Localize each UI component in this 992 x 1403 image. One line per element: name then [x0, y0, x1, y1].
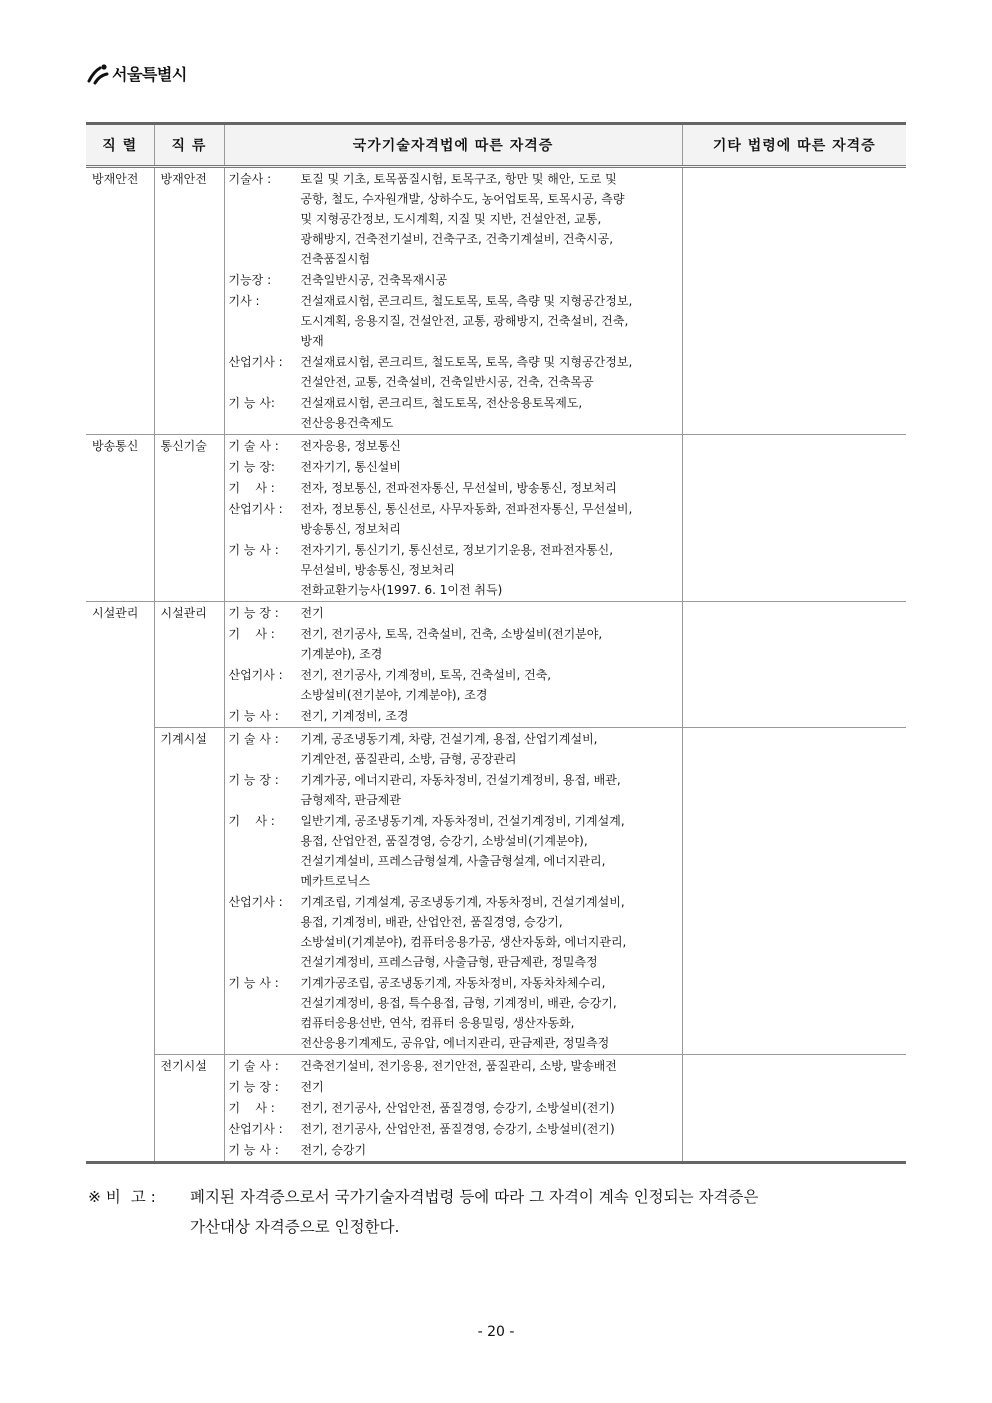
cert-list	[301, 352, 678, 392]
cert-line: 금형제작, 판금제관	[300, 793, 401, 807]
cert-line: 전기, 전기공사, 산업안전, 품질경영, 승강기, 소방설비(전기)	[300, 1101, 615, 1115]
national-cert-cell	[224, 602, 682, 728]
cert-line: 전기, 전기공사, 토목, 건축설비, 건축, 소방설비(전기분야,	[300, 627, 603, 641]
cert-entry	[229, 1140, 678, 1160]
cert-grade-label: 기능장 :	[228, 273, 272, 287]
cert-list	[301, 973, 678, 1053]
cert-entry	[229, 770, 678, 810]
cert-entry	[229, 706, 678, 726]
cert-line: 건설안전, 교통, 건축설비, 건축일반시공, 건축, 건축목공	[300, 375, 594, 389]
cert-line: 건축일반시공, 건축목재시공	[300, 273, 448, 287]
cert-line: 전산응용기계제도, 공유압, 에너지관리, 판금제관, 정밀측정	[300, 1036, 610, 1050]
cert-list	[301, 540, 678, 600]
cert-list	[301, 1098, 678, 1118]
national-cert-cell	[224, 728, 682, 1055]
cert-grade-label: 기사 :	[228, 294, 260, 308]
cert-list	[301, 291, 678, 351]
cert-entry	[229, 270, 678, 290]
cert-grade-label: 산업기사 :	[228, 668, 283, 682]
cert-entry	[229, 603, 678, 623]
cert-entry	[229, 478, 678, 498]
cert-line: 전자, 정보통신, 전파전자통신, 무선설비, 방송통신, 정보처리	[300, 481, 617, 495]
cert-line: 건설재료시험, 콘크리트, 철도토목, 전산응용토목제도,	[300, 396, 583, 410]
rank-cell: 방재안전	[86, 167, 154, 435]
national-cert-cell	[224, 1055, 682, 1163]
other-cert-cell	[682, 728, 906, 1055]
cert-line: 전화교환기능사(1997. 6. 1이전 취득)	[300, 583, 503, 597]
cert-entry	[229, 665, 678, 705]
cert-list	[301, 624, 678, 664]
cert-list	[301, 729, 678, 769]
cert-entry	[229, 624, 678, 664]
cert-line: 광해방지, 건축전기설비, 건축구조, 건축기계설비, 건축시공,	[300, 232, 614, 246]
national-cert-cell	[224, 435, 682, 602]
cert-grade-label: 기 사 :	[228, 627, 275, 641]
org-name: 서울특별시	[112, 65, 187, 84]
cert-line: 소방설비(전기분야, 기계분야), 조경	[300, 688, 488, 702]
cert-grade-label: 기술사 :	[228, 172, 272, 186]
cert-grade-label: 기 능 사:	[228, 396, 275, 410]
cert-list	[301, 169, 678, 269]
cert-grade-label: 기 능 장:	[228, 460, 275, 474]
cert-grade-label: 기 사 :	[228, 1101, 275, 1115]
cert-entry	[229, 1119, 678, 1139]
seoul-logo-icon	[86, 63, 110, 85]
cert-list	[301, 270, 678, 290]
cert-entry	[229, 1077, 678, 1097]
cert-line: 건설기계정비, 용접, 특수용접, 금형, 기계정비, 배관, 승강기,	[300, 996, 617, 1010]
cert-line: 건설기계정비, 프레스금형, 사출금형, 판금제관, 정밀측정	[300, 955, 598, 969]
cert-line: 기계, 공조냉동기계, 차량, 건설기계, 용접, 산업기계설비,	[300, 732, 598, 746]
cert-list	[301, 770, 678, 810]
cert-grade-label: 기 술 사 :	[228, 1059, 279, 1073]
cert-line: 전기	[300, 1080, 324, 1094]
cert-grade-label: 기 능 사 :	[228, 1143, 279, 1157]
cert-list	[301, 706, 678, 726]
cert-grade-label: 기 능 사 :	[228, 543, 279, 557]
cert-grade-label: 산업기사 :	[228, 355, 283, 369]
header-logo	[86, 62, 187, 85]
cert-entry	[229, 540, 678, 600]
other-cert-cell	[682, 602, 906, 728]
cert-line: 건설재료시험, 콘크리트, 철도토목, 토목, 측량 및 지형공간정보,	[300, 294, 633, 308]
remark-mark: ※ 비 고 :	[88, 1188, 156, 1206]
other-cert-cell	[682, 1055, 906, 1163]
cert-entry	[229, 436, 678, 456]
rank-cell: 방송통신	[86, 435, 154, 602]
cert-list	[301, 1140, 678, 1160]
cert-line: 방재	[300, 334, 324, 348]
header-rank: 직 렬	[86, 124, 154, 167]
cert-grade-label: 기 능 사 :	[228, 976, 279, 990]
cert-line: 전기, 전기공사, 기계정비, 토목, 건축설비, 건축,	[300, 668, 552, 682]
cert-line: 토질 및 기초, 토목품질시험, 토목구조, 항만 및 해안, 도로 및	[300, 172, 617, 186]
cert-line: 기계안전, 품질관리, 소방, 금형, 공장관리	[300, 752, 517, 766]
remark-line-1: 폐지된 자격증으로서 국가기술자격법령 등에 따라 그 자격이 계속 인정되는 자격증은	[190, 1188, 759, 1206]
cert-entry	[229, 393, 678, 433]
cert-line: 전자기기, 통신기기, 통신선로, 정보기기운용, 전파전자통신,	[300, 543, 614, 557]
table-row	[86, 1055, 906, 1163]
series-cell: 통신기술	[154, 435, 224, 602]
series-cell: 시설관리	[154, 602, 224, 728]
cert-list	[301, 665, 678, 705]
cert-grade-label: 산업기사 :	[228, 502, 283, 516]
table-row	[86, 167, 906, 435]
cert-line: 용접, 기계정비, 배관, 산업안전, 품질경영, 승강기,	[300, 915, 563, 929]
cert-list	[301, 393, 678, 433]
cert-list	[301, 436, 678, 456]
cert-entry	[229, 352, 678, 392]
cert-grade-label: 기 사 :	[228, 481, 275, 495]
remark-note	[88, 1182, 908, 1242]
cert-line: 전자응용, 정보통신	[300, 439, 401, 453]
cert-list	[301, 1056, 678, 1076]
cert-line: 전기, 전기공사, 산업안전, 품질경영, 승강기, 소방설비(전기)	[300, 1122, 615, 1136]
cert-list	[301, 478, 678, 498]
cert-grade-label: 기 능 장 :	[228, 1080, 279, 1094]
cert-line: 기계가공조립, 공조냉동기계, 자동차정비, 자동차차체수리,	[300, 976, 606, 990]
cert-entry	[229, 1098, 678, 1118]
cert-grade-label: 산업기사 :	[228, 1122, 283, 1136]
header-national-cert: 국가기술자격법에 따른 자격증	[224, 124, 682, 167]
table-row	[86, 435, 906, 602]
other-cert-cell	[682, 167, 906, 435]
cert-line: 공항, 철도, 수자원개발, 상하수도, 농어업토목, 토목시공, 측량	[300, 192, 625, 206]
cert-line: 컴퓨터응용선반, 연삭, 컴퓨터 응용밀링, 생산자동화,	[300, 1016, 575, 1030]
cert-list	[301, 499, 678, 539]
cert-line: 일반기계, 공조냉동기계, 자동차정비, 건설기계정비, 기계설계,	[300, 814, 625, 828]
cert-line: 전산응용건축제도	[300, 416, 394, 430]
cert-line: 무선설비, 방송통신, 정보처리	[300, 563, 455, 577]
cert-line: 기계가공, 에너지관리, 자동차정비, 건설기계정비, 용접, 배관,	[300, 773, 621, 787]
cert-line: 전기	[300, 606, 324, 620]
cert-list	[301, 457, 678, 477]
cert-line: 및 지형공간정보, 도시계획, 지질 및 지반, 건설안전, 교통,	[300, 212, 602, 226]
cert-list	[301, 1077, 678, 1097]
cert-entry	[229, 169, 678, 269]
series-cell: 기계시설	[154, 728, 224, 1055]
cert-line: 메카트로닉스	[300, 874, 371, 888]
cert-line: 전자기기, 통신설비	[300, 460, 401, 474]
cert-grade-label: 기 술 사 :	[228, 439, 279, 453]
other-cert-cell	[682, 435, 906, 602]
qualification-table	[86, 122, 906, 1164]
cert-line: 건설기계설비, 프레스금형설계, 사출금형설계, 에너지관리,	[300, 854, 606, 868]
cert-entry	[229, 457, 678, 477]
header-other-cert: 기타 법령에 따른 자격증	[682, 124, 906, 167]
cert-line: 용접, 산업안전, 품질경영, 승강기, 소방설비(기계분야),	[300, 834, 588, 848]
cert-grade-label: 기 능 장 :	[228, 606, 279, 620]
cert-list	[301, 892, 678, 972]
cert-entry	[229, 499, 678, 539]
cert-line: 건축품질시험	[300, 252, 371, 266]
cert-entry	[229, 291, 678, 351]
cert-entry	[229, 729, 678, 769]
cert-grade-label: 기 술 사 :	[228, 732, 279, 746]
cert-list	[301, 1119, 678, 1139]
cert-grade-label: 산업기사 :	[228, 895, 283, 909]
table-header-row	[86, 124, 906, 167]
cert-entry	[229, 892, 678, 972]
table-row	[86, 602, 906, 728]
cert-grade-label: 기 능 장 :	[228, 773, 279, 787]
cert-line: 건축전기설비, 전기응용, 전기안전, 품질관리, 소방, 발송배전	[300, 1059, 617, 1073]
page-number: - 20 -	[477, 1324, 515, 1340]
cert-list	[301, 603, 678, 623]
cert-line: 기계조립, 기계설계, 공조냉동기계, 자동차정비, 건설기계설비,	[300, 895, 625, 909]
cert-line: 도시계획, 응용지질, 건설안전, 교통, 광해방지, 건축설비, 건축,	[300, 314, 629, 328]
rank-cell: 시설관리	[86, 602, 154, 1163]
series-cell: 전기시설	[154, 1055, 224, 1163]
cert-grade-label: 기 능 사 :	[228, 709, 279, 723]
cert-line: 건설재료시험, 콘크리트, 철도토목, 토목, 측량 및 지형공간정보,	[300, 355, 633, 369]
header-series: 직 류	[154, 124, 224, 167]
cert-entry	[229, 811, 678, 891]
cert-entry	[229, 973, 678, 1053]
cert-line: 전기, 승강기	[300, 1143, 367, 1157]
series-cell: 방재안전	[154, 167, 224, 435]
remark-line-2: 가산대상 자격증으로 인정한다.	[190, 1218, 400, 1236]
cert-line: 전기, 기계정비, 조경	[300, 709, 409, 723]
cert-line: 소방설비(기계분야), 컴퓨터응용가공, 생산자동화, 에너지관리,	[300, 935, 627, 949]
cert-entry	[229, 1056, 678, 1076]
cert-list	[301, 811, 678, 891]
table-row	[86, 728, 906, 1055]
national-cert-cell	[224, 167, 682, 435]
cert-grade-label: 기 사 :	[228, 814, 275, 828]
cert-line: 방송통신, 정보처리	[300, 522, 401, 536]
cert-line: 기계분야), 조경	[300, 647, 383, 661]
cert-line: 전자, 정보통신, 통신선로, 사무자동화, 전파전자통신, 무선설비,	[300, 502, 633, 516]
